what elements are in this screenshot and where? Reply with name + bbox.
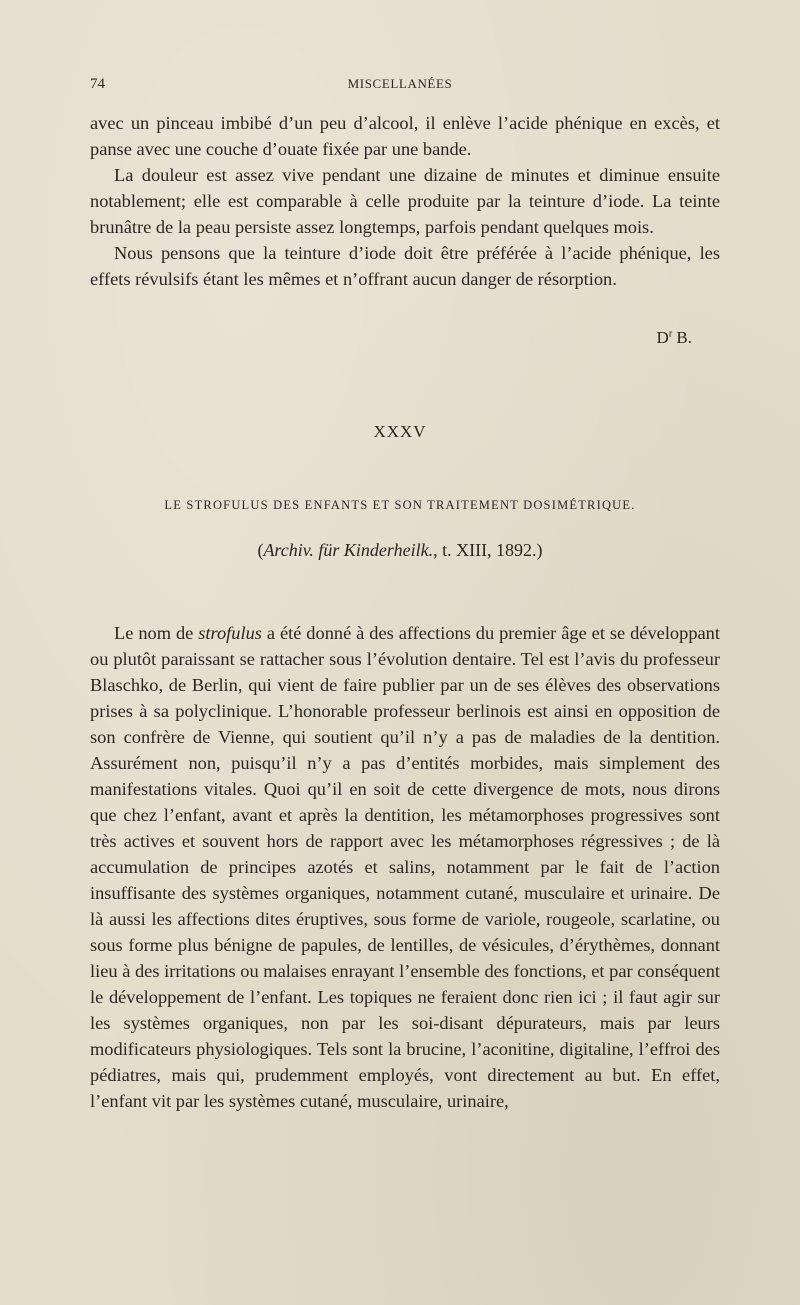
running-title: MISCELLANÉES: [347, 76, 453, 91]
paragraph: avec un pinceau imbibé d’un peu d’alcool, il enlève l’acide phénique en excès, et panse avec une couche d’ouate fixée par une bande.: [90, 113, 720, 159]
article-title: LE STROFULUS DES ENFANTS ET SON TRAITEMENT DOSIMÉTRIQUE.: [164, 498, 636, 512]
intro-text: a été donné à des affections du premier âge et se développant ou plutôt paraissant se rattacher sous l’évolution dentaire. Tel est l’avis du professeur Blaschko, de Berlin, qui vient de faire publier par un de ses élèves des observations prises à sa polyclinique. L’honorable professeur berlinois est ainsi en opposition de son confrère de Vienne, qui soutient qu’il n’y a pas de maladies de la dentition. Assurément non, puisqu’il n’y a pas d’entités morbides, mais simplement des manifestations vitales. Quoi qu’il en soit de cette divergence de mots, nous dirons que chez l’enfant, avant et après la dentition, les métamorphoses progressives sont très actives et souvent hors de rapport avec les métamorphoses régressives ; de là accumulation de principes azotés et salins, notamment par le fait de l’action insuffisante des systèmes organiques, notamment cutané, musculaire et urinaire. De là aussi les affections dites éruptives, sous forme de variole, rougeole, scarlatine, ou sous forme plus bénigne de papules, de lentilles, de vésicules, d’érythèmes, donnant lieu à des irritations ou malaises enrayant l’ensemble des fonctions, et par conséquent le développement de l’enfant. Les topiques ne feraient donc rien ici ; il faut agir sur les systèmes organiques, non par les soi-disant dépurateurs, mais par leurs modificateurs physiologiques. Tels sont la brucine, l’aconitine, digitaline, l’effroi des pédiatres, mais qui, prudemment employés, vont directement au but. En effet, l’enfant vit par les systèmes cutané, musculaire, urinaire,: [90, 623, 720, 1111]
term-strofulus: strofulus: [198, 623, 262, 643]
signature-title-sup: r: [668, 328, 673, 340]
author-signature: [657, 328, 692, 348]
paragraph: Nous pensons que la teinture d’iode doit être préférée à l’acide phénique, les effets révulsifs étant les mêmes et n’offrant aucun danger de résorption.: [90, 243, 720, 289]
page-number: 74: [90, 76, 105, 92]
page-header: [90, 76, 710, 98]
intro-prefix: Le nom de: [114, 623, 199, 643]
previous-article-end: [90, 110, 720, 292]
paragraph: La douleur est assez vive pendant une dizaine de minutes et diminue ensuite notablement; elle est comparable à celle produite par la teinture d’iode. La teinte brunâtre de la peau persiste assez longtemps, parfois pendant quelques mois.: [90, 165, 720, 237]
signature-title: D: [656, 328, 669, 347]
paragraph: [90, 620, 720, 1114]
signature-name: B.: [672, 328, 692, 347]
article-body: [90, 620, 720, 1114]
section-number: XXXV: [373, 422, 427, 441]
article-citation: [0, 540, 800, 561]
citation-journal: Archiv. für Kinderheilk.: [263, 540, 434, 560]
citation-open: (: [257, 540, 264, 560]
citation-rest: , t. XIII, 1892.): [433, 540, 543, 560]
